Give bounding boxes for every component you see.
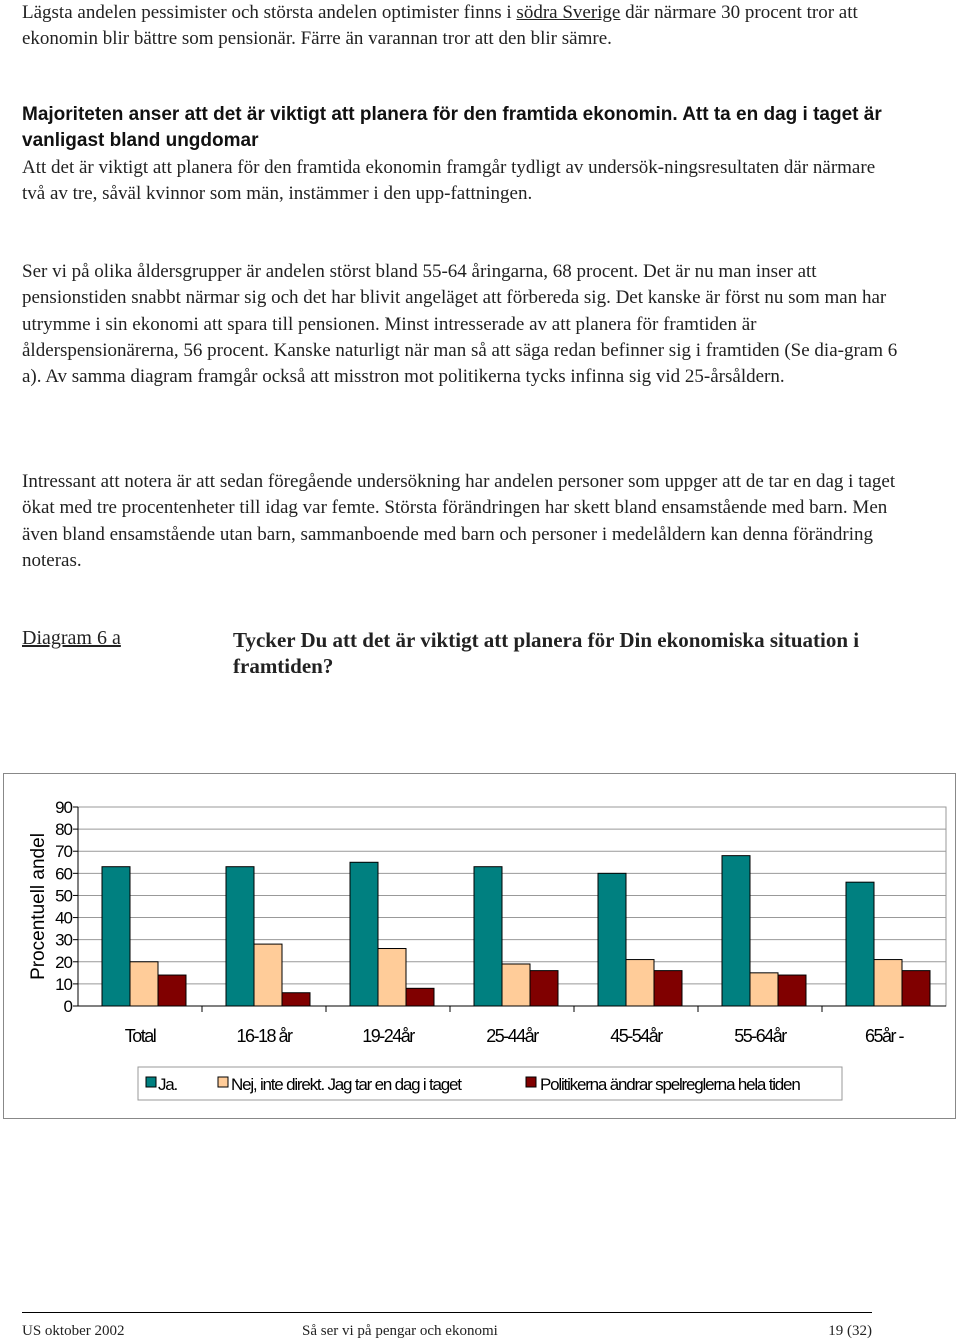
bar xyxy=(158,975,186,1006)
intro-paragraph xyxy=(22,0,902,53)
y-tick-label: 80 xyxy=(55,820,72,840)
y-tick-label: 50 xyxy=(55,886,72,906)
section-heading: Majoriteten anser att det är viktigt att planera för den framtida ekonomin. Att ta en dag i taget är vanligast bland ungdomar xyxy=(22,104,882,151)
y-tick-label: 70 xyxy=(55,842,72,862)
legend-label: Nej, inte direkt. Jag tar en dag i taget xyxy=(231,1075,461,1094)
x-tick-label: 65år - xyxy=(864,1026,904,1046)
bar xyxy=(654,971,682,1006)
bar xyxy=(226,867,254,1006)
legend-swatch xyxy=(218,1077,228,1087)
x-tick-label: 55-64år xyxy=(734,1026,786,1046)
paragraph-1: Att det är viktigt att planera för den framtida ekonomin framgår tydligt av undersök-ningsresultaten där närmare två av tre, såväl kvinnor som män, instämmer i den upp-fattningen. xyxy=(22,157,876,205)
bar-chart xyxy=(4,774,955,1118)
footer-left: US oktober 2002 xyxy=(22,1323,125,1339)
bar xyxy=(722,856,750,1006)
intro-text-before: Lägsta andelen pessimister och största andelen optimister finns i xyxy=(22,2,517,23)
bar xyxy=(282,993,310,1006)
paragraph-3: Intressant att notera är att sedan föregående undersökning har andelen personer som uppger att de tar en dag i taget ökat med tre procentenheter till idag var femte. Största förändringen har skett bland ensamstående med barn. Men även bland ensamstående utan barn, sammanboende med barn och personer i medelåldern kan denna förändring noteras. xyxy=(22,471,896,571)
y-tick-label: 10 xyxy=(55,974,72,994)
bar xyxy=(750,973,778,1006)
bar xyxy=(626,960,654,1006)
x-tick-label: 25-44år xyxy=(486,1026,538,1046)
bar xyxy=(598,873,626,1006)
page-footer xyxy=(22,1312,872,1342)
diagram-label: Diagram 6 a xyxy=(22,627,121,649)
y-tick-label: 0 xyxy=(63,997,72,1016)
diagram-title: Tycker Du att det är viktigt att planera för Din ekonomiska situation i framtiden? xyxy=(233,628,860,678)
y-tick-label: 20 xyxy=(55,952,72,972)
legend-swatch xyxy=(526,1077,536,1087)
bar xyxy=(874,960,902,1006)
paragraph-2: Ser vi på olika åldersgrupper är andelen störst bland 55-64 åringarna, 68 procent. Det är nu man inser att pensionstiden snabbt närmar sig och det har blivit angeläget att förbereda sig. Det kanske är först nu som man har utrymme i sin ekonomi att spara till pensionen. Minst intresserade av att planera för framtiden är ålderspensionärerna, 56 procent. Kanske naturligt när man så att säga redan befinner sig i framtiden (Se dia-gram 6 a). Av samma diagram framgår också att misstron mot politikerna tycks infinna sig vid 25-årsåldern. xyxy=(22,261,898,388)
x-tick-label: Total xyxy=(124,1026,156,1046)
y-axis-label: Procentuell andel xyxy=(28,833,49,980)
bar xyxy=(778,975,806,1006)
bar xyxy=(378,949,406,1006)
legend-swatch xyxy=(146,1077,156,1087)
x-tick-label: 16-18 år xyxy=(236,1026,292,1046)
bar xyxy=(406,988,434,1006)
y-tick-label: 90 xyxy=(55,798,72,817)
legend-label: Ja. xyxy=(158,1075,178,1094)
legend-label: Politikerna ändrar spelreglerna hela tiden xyxy=(540,1075,800,1094)
bar xyxy=(102,867,130,1006)
y-tick-label: 60 xyxy=(55,864,72,884)
bar xyxy=(530,971,558,1006)
intro-text-after: där närmare 30 procent tror att ekonomin blir bättre som pensionär. Färre än varannan tror att den blir sämre. xyxy=(22,2,858,50)
y-tick-label: 30 xyxy=(55,930,72,950)
footer-right: 19 (32) xyxy=(828,1323,872,1339)
region-link[interactable]: södra Sverige xyxy=(516,2,621,23)
footer-center: Så ser vi på pengar och ekonomi xyxy=(302,1323,498,1339)
bar xyxy=(846,882,874,1006)
bar xyxy=(350,862,378,1006)
bar xyxy=(254,944,282,1006)
x-tick-label: 45-54år xyxy=(610,1026,662,1046)
bar xyxy=(474,867,502,1006)
y-tick-label: 40 xyxy=(55,908,72,928)
x-tick-label: 19-24år xyxy=(362,1026,414,1046)
bar xyxy=(902,971,930,1006)
bar xyxy=(130,962,158,1006)
bar xyxy=(502,964,530,1006)
chart-container xyxy=(3,773,956,1119)
